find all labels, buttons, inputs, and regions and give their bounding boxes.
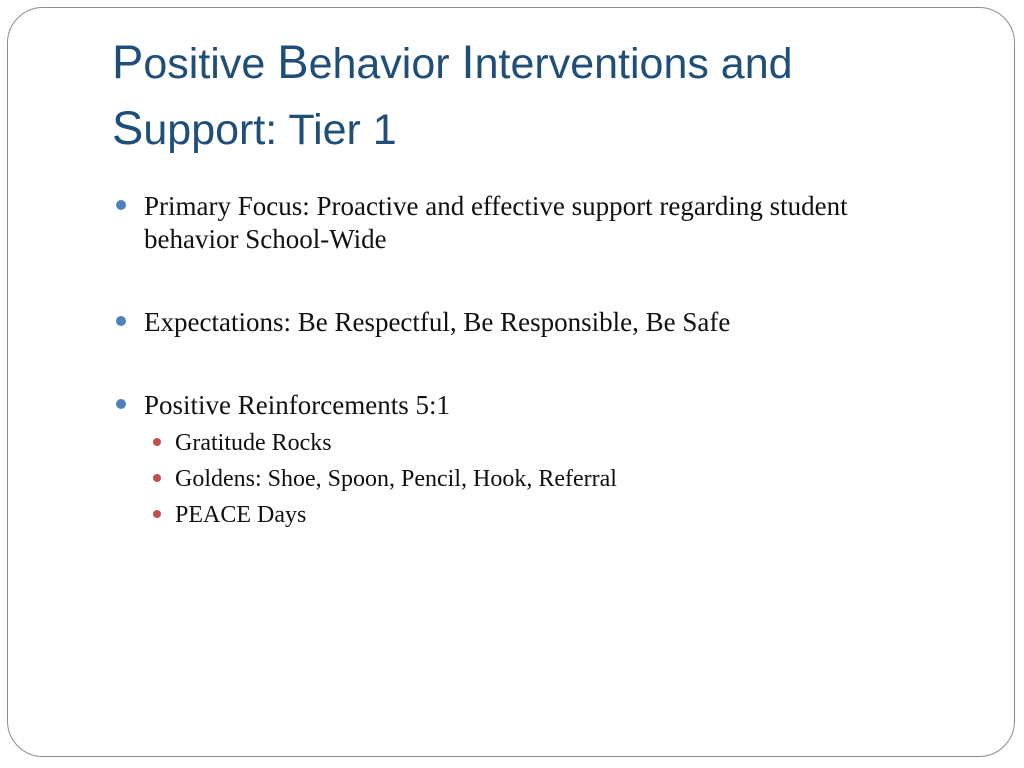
title-word: upport: Tier 1: [143, 106, 397, 154]
sub-bullet-peace-days: [112, 497, 972, 533]
bullet-dot-icon: [116, 316, 126, 326]
bullet-line: behavior School-Wide: [144, 224, 387, 254]
title-initial: P: [112, 35, 144, 88]
sub-bullet-list: [112, 425, 972, 533]
title-initial: I: [461, 35, 475, 88]
bullet-line: Positive Reinforcements 5:1: [144, 390, 450, 420]
title-word: ehavior: [308, 40, 462, 88]
bullet-positive-reinforcements: [112, 389, 972, 422]
bullet-expectations: [112, 306, 972, 339]
bullet-line: Expectations: Be Respectful, Be Responsible, Be Safe: [144, 307, 731, 337]
bullet-text: [144, 306, 972, 339]
bullet-text: [144, 190, 972, 256]
title-line-1: [112, 30, 932, 96]
title-line-2: [112, 96, 932, 162]
title-initial: B: [277, 35, 309, 88]
sub-bullet-dot-icon: [153, 510, 161, 518]
title-word: nterventions and: [474, 40, 793, 88]
sub-bullet-text: Goldens: Shoe, Spoon, Pencil, Hook, Referral: [175, 466, 617, 492]
sub-bullet-text: PEACE Days: [175, 502, 307, 528]
bullet-dot-icon: [116, 399, 126, 409]
title-initial: S: [112, 101, 144, 154]
sub-bullet-dot-icon: [153, 474, 161, 482]
sub-bullet-text: Gratitude Rocks: [175, 430, 332, 456]
sub-bullet-dot-icon: [153, 438, 161, 446]
bullet-primary-focus: [112, 190, 972, 256]
bullet-dot-icon: [116, 200, 126, 210]
sub-bullet-goldens: [112, 461, 972, 497]
slide-title: [112, 30, 932, 162]
slide-body: [112, 190, 972, 533]
bullet-line: Primary Focus: Proactive and effective support regarding student: [144, 191, 848, 221]
title-word: ositive: [143, 40, 278, 88]
sub-bullet-gratitude-rocks: [112, 425, 972, 461]
bullet-text: [144, 389, 972, 422]
